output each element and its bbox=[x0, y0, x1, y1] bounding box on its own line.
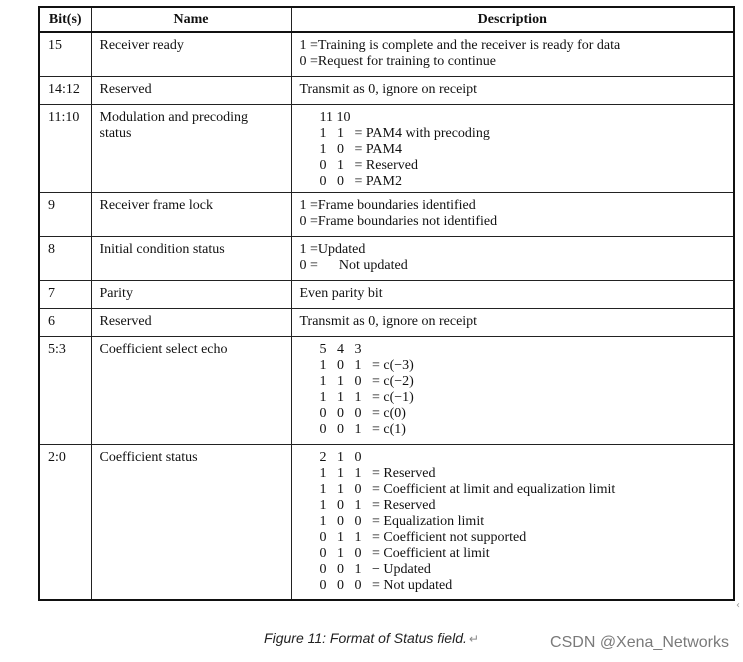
description-cell bbox=[291, 192, 734, 236]
description-line: 0 = Not updated bbox=[299, 257, 408, 273]
name-line: Initial condition status bbox=[99, 241, 225, 257]
description-line: 0 =Frame boundaries not identified bbox=[299, 213, 498, 229]
header-bits: Bit(s) bbox=[39, 7, 91, 32]
description-cell bbox=[291, 308, 734, 336]
name-line: Modulation and precoding bbox=[99, 109, 249, 125]
table-row bbox=[39, 280, 734, 308]
table-row bbox=[39, 192, 734, 236]
table-row bbox=[39, 32, 734, 76]
bits-cell: 8 bbox=[39, 236, 91, 280]
edge-mark-icon: ‹ bbox=[736, 600, 740, 611]
description-line: Transmit as 0, ignore on receipt bbox=[299, 81, 478, 97]
description-line: 5 4 3 bbox=[319, 341, 362, 357]
description-line: 1 0 0 = Equalization limit bbox=[319, 513, 485, 529]
name-cell bbox=[91, 236, 291, 280]
description-line: 0 0 1 = c(1) bbox=[319, 421, 406, 437]
description-line: 0 1 1 = Coefficient not supported bbox=[319, 529, 527, 545]
description-line: 0 0 0 = c(0) bbox=[319, 405, 406, 421]
description-line: 1 1 1 = Reserved bbox=[319, 465, 436, 481]
return-mark-icon: ↵ bbox=[468, 632, 479, 646]
name-line: Parity bbox=[99, 285, 133, 301]
name-line: Reserved bbox=[99, 81, 152, 97]
description-line: 1 0 1 = Reserved bbox=[319, 497, 436, 513]
bits-cell: 15 bbox=[39, 32, 91, 76]
description-line: 1 0 1 = c(−3) bbox=[319, 357, 414, 373]
bits-cell: 6 bbox=[39, 308, 91, 336]
header-name: Name bbox=[91, 7, 291, 32]
name-cell bbox=[91, 104, 291, 192]
description-cell bbox=[291, 104, 734, 192]
bits-cell: 14:12 bbox=[39, 76, 91, 104]
description-line: 0 0 1 − Updated bbox=[319, 561, 431, 577]
description-line: Even parity bit bbox=[299, 285, 383, 301]
name-cell bbox=[91, 76, 291, 104]
description-cell bbox=[291, 76, 734, 104]
table-row bbox=[39, 444, 734, 600]
description-line: 1 1 0 = c(−2) bbox=[319, 373, 414, 389]
description-line: 0 0 0 = Not updated bbox=[319, 577, 453, 593]
description-line: 0 0 = PAM2 bbox=[319, 173, 402, 189]
description-cell bbox=[291, 444, 734, 600]
description-line: 2 1 0 bbox=[319, 449, 362, 465]
name-cell bbox=[91, 336, 291, 444]
name-cell bbox=[91, 32, 291, 76]
watermark: CSDN @Xena_Networks bbox=[550, 634, 729, 651]
description-cell bbox=[291, 336, 734, 444]
description-line: Transmit as 0, ignore on receipt bbox=[299, 313, 478, 329]
table-row bbox=[39, 236, 734, 280]
description-line: 0 1 = Reserved bbox=[319, 157, 418, 173]
bits-cell: 5:3 bbox=[39, 336, 91, 444]
description-line: 1 0 = PAM4 bbox=[319, 141, 402, 157]
status-field-table bbox=[38, 6, 735, 601]
name-line: Coefficient status bbox=[99, 449, 198, 465]
name-line: Coefficient select echo bbox=[99, 341, 228, 357]
description-line: 0 =Request for training to continue bbox=[299, 54, 496, 69]
description-line: 1 1 = PAM4 with precoding bbox=[319, 125, 490, 141]
name-cell bbox=[91, 308, 291, 336]
description-line: 1 =Updated bbox=[299, 241, 366, 257]
name-cell bbox=[91, 192, 291, 236]
description-cell bbox=[291, 32, 734, 76]
table-header-row bbox=[39, 7, 734, 32]
description-cell bbox=[291, 236, 734, 280]
table-row bbox=[39, 76, 734, 104]
bits-cell: 11:10 bbox=[39, 104, 91, 192]
description-line: 1 1 1 = c(−1) bbox=[319, 389, 414, 405]
header-description: Description bbox=[291, 7, 734, 32]
description-line: 11 10 bbox=[319, 109, 351, 125]
bits-cell: 2:0 bbox=[39, 444, 91, 600]
table-row bbox=[39, 308, 734, 336]
name-line: status bbox=[99, 125, 132, 141]
description-line: 1 =Training is complete and the receiver is ready for data bbox=[299, 38, 621, 53]
table-row bbox=[39, 104, 734, 192]
description-line: 0 1 0 = Coefficient at limit bbox=[319, 545, 490, 561]
name-line: Receiver ready bbox=[99, 38, 184, 53]
bits-cell: 9 bbox=[39, 192, 91, 236]
caption-text: Figure 11: Format of Status field. bbox=[264, 630, 467, 646]
description-line: 1 =Frame boundaries identified bbox=[299, 197, 476, 213]
bits-cell: 7 bbox=[39, 280, 91, 308]
description-line: 1 1 0 = Coefficient at limit and equalization limit bbox=[319, 481, 616, 497]
name-line: Receiver frame lock bbox=[99, 197, 213, 213]
description-cell bbox=[291, 280, 734, 308]
name-cell bbox=[91, 444, 291, 600]
name-cell bbox=[91, 280, 291, 308]
table-row bbox=[39, 336, 734, 444]
name-line: Reserved bbox=[99, 313, 152, 329]
